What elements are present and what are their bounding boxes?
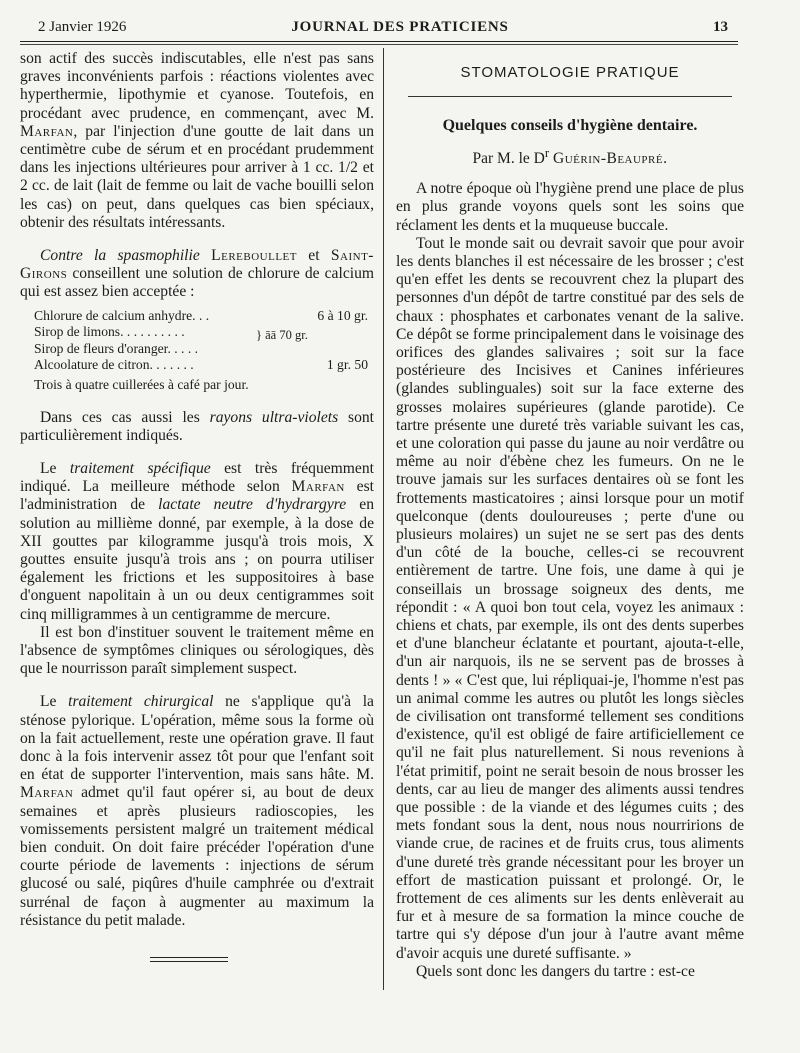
paragraph-surgical: Le traitement chirurgical ne s'applique qu'à la sténose pylorique. L'opération, même sous la forme où on la fait actuellement, reste une opération grave. Il faut donc à la fois intervenir assez tôt pour que l'enfant soit en état de supporter l'intervention, mais sans hâte. M. Marfan admet qu'il faut opérer si, au bout de deux semaines et après plusieurs radioscopies, les vomissements persistent malgré un traitement médical bien conduit. On doit faire précéder l'opération d'une courte période de lavements : injections de sérum glucosé ou salé, piqûres d'huile camphrée ou d'extrait surrénal de façon à augmenter au maximum la résistance du petit malade. xyxy=(20,693,374,929)
recipe-line: Chlorure de calcium anhydre. . . 6 à 10 gr. xyxy=(34,307,368,323)
column-divider xyxy=(383,48,384,990)
recipe-shared-quantity: } āā 70 gr. xyxy=(256,327,308,342)
paragraph-intro: A notre époque où l'hygiène prend une place de plus en plus grande voyons quels sont les soins que réclament les dents et la muqueuse buccale. xyxy=(396,180,744,234)
header-rule xyxy=(20,41,738,42)
page-number: 13 xyxy=(713,19,728,35)
recipe-line: Sirop de fleurs d'oranger. . . . . xyxy=(34,340,199,356)
author-name: Guérin-Beaupré. xyxy=(553,150,668,168)
recipe-line: Alcoolature de citron. . . . . . . 1 gr. 50 xyxy=(34,357,368,373)
paragraph-preventive: Il est bon d'instituer souvent le traitement même en l'absence de symptômes cliniques ou sérologiques, dès que le nourrisson paraît simplement suspect. xyxy=(20,623,374,678)
byline: Par M. le $D^r$ Guérin-Beaupré. xyxy=(472,145,668,168)
paragraph-ultraviolet: Dans ces cas aussi les rayons ultra-violets sont particulièrement indiqués. xyxy=(20,408,374,444)
recipe-line: Sirop de limons. . . . . . . . . . xyxy=(34,324,185,340)
paragraph-spasmophilie: Contre la spasmophilie Lereboullet et Saint-Girons conseillent une solution de chlorure de calcium qui est assez bien acceptée : xyxy=(20,247,374,301)
journal-title: JOURNAL DES PRATICIENS xyxy=(291,19,509,35)
paragraph-dangers: Quels sont donc les dangers du tartre : est-ce xyxy=(416,962,695,980)
dosage-note: Trois à quatre cuillerées à café par jour. xyxy=(34,377,249,393)
page-header xyxy=(0,19,800,41)
header-rule-thin xyxy=(20,44,738,45)
left-column xyxy=(20,50,374,930)
paragraph-injection: son actif des succès indiscutables, elle n'est pas sans graves inconvénients parfois : réactions violentes avec hyperthermie, lipothymie et cyanose. Toutefois, en procédant avec prudence, en commençant, avec M. Marfan, par l'injection d'une goutte de lait dans un centimètre cube de sérum et en procédant prudemment dans les injections ultérieures pour arriver à 1 cc. 1/2 et 2 cc. de lait (lait de femme ou lait de vache bouilli selon les cas) on peut, dans quelques cas bien spéciaux, obtenir des résultats intéressants. xyxy=(20,50,374,231)
prescription-block xyxy=(34,308,368,394)
right-column xyxy=(396,58,744,981)
paragraph-specific-treatment: Le traitement spécifique est très fréquemment indiqué. La meilleure méthode selon Marfan est l'administration de lactate neutre d'hydrargyre en solution au millième donné, par exemple, à la dose de XII gouttes par kilogramme jusqu'à trois mois, X gouttes ensuite jusqu'à trois ans ; on pourra utiliser également les frictions et les suppositoires à base d'onguent napolitain à un ou deux centigrammes soit cinq milligrammes à un centigramme de mercure. xyxy=(20,460,374,623)
section-rule xyxy=(408,96,732,97)
paragraph-brushing: Tout le monde sait ou devrait savoir que pour avoir les dents blanches il est nécessaire de les brosser ; c'est qu'en effet les dents se recouvrent chez la plupart des personnes d'un dépôt de tartre constitué par des sels de chaux : phosphates et carbonates venant de la salive. Ce dépôt se forme principalement dans le voisinage des orifices des glandes salivaires ; soit sur la face postérieure des Incisives et Canines inférieures (glandes sublinguales) soit sur la face externe des grosses molaires supérieures (glande parotide). Ce tartre présente une dureté très variable suivant les cas, et une coloration qui passe du jaune au noir verdâtre ou même au noir d'ébène chez les fumeurs. On ne le trouve jamais sur les surfaces dentaires où se font les frottements masticatoires ; ainsi lorsque pour un motif quelconque (dents douloureuses ; perte d'une ou plusieurs molaires) un sujet ne se sert pas des dents d'un côté de la bouche, celles-ci se recouvrent entièrement de tartre. Une fois, une dame à qui je conseillais un brossage soigneux des dents, me répondit : « A quoi bon tout cela, voyez les animaux : chiens et chats, par exemple, ils ont des dents superbes et d'une blancheur éclatante et pourtant, ajouta-t-elle, d'un air narquois, ils ne se servent pas de brosses à dents ! » « C'est que, lui répliquai-je, l'homme n'est pas un animal comme les autres ou plutôt les longs siècles de civilisation ont transformé tellement ses conditions d'existence, qu'il est obligé de faire artificiellement ce qu'il ne fait plus naturellement. Si nous revenions à l'état primitif, point ne serait besoin de nous brosser les dents, car au lieu de manger des aliments aussi tendres que possible : de la viande et des légumes cuits ; des mets fondant sous la dent, nous nous nourririons de viande crue, de racines et de fruits crus, tous aliments d'une dureté très grande nécessitant pour les broyer un effort de mastication puissant et prolongé. Or, le frottement de ces aliments sur les dents enlèverait au fur et à mesure de sa formation la mince couche de tartre qui s'y dépose d'un jour à l'autre avant même d'avoir acquis une dureté suffisante. » xyxy=(396,234,744,962)
issue-date: 2 Janvier 1926 xyxy=(38,19,127,35)
article-title: Quelques conseils d'hygiène dentaire. xyxy=(442,117,698,134)
end-of-article-rule xyxy=(150,957,228,965)
section-title: STOMATOLOGIE PRATIQUE xyxy=(460,64,680,81)
